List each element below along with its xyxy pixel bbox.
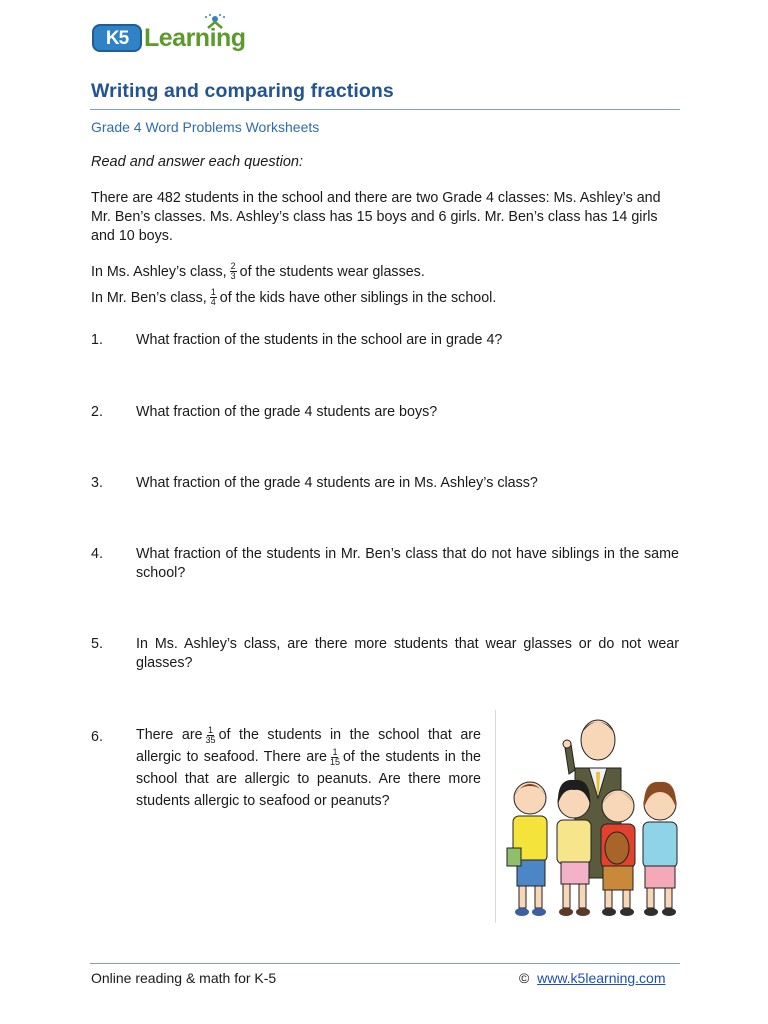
- logo-wordmark: Learning: [144, 24, 246, 52]
- k5-learning-logo: [92, 14, 262, 58]
- website-link[interactable]: www.k5learning.com: [537, 970, 666, 986]
- ben-siblings-line: [91, 288, 496, 307]
- question-6-text: [136, 724, 481, 812]
- question-3-number: 3.: [91, 475, 103, 491]
- question-5-text: In Ms. Ashley’s class, are there more students that wear glasses or do not wear glasses?: [136, 636, 679, 671]
- ashley-line-after: of the students wear glasses.: [239, 263, 425, 280]
- ashley-glasses-line: [91, 262, 425, 281]
- fraction-denominator: 3: [230, 271, 236, 281]
- footer-tagline: Online reading & math for K-5: [91, 970, 277, 986]
- question-2-text: What fraction of the grade 4 students are boys?: [136, 404, 438, 420]
- question-1-number: 1.: [91, 332, 103, 348]
- fraction-one-fifteenth: [330, 748, 340, 767]
- logo-badge-text: K5: [105, 28, 129, 49]
- question-6-number: 6.: [91, 729, 103, 745]
- question-4-number: 4.: [91, 546, 103, 562]
- header-divider: [90, 109, 680, 110]
- question-3-text: What fraction of the grade 4 students are in Ms. Ashley’s class?: [136, 475, 538, 491]
- fraction-numerator: 2: [230, 261, 236, 271]
- fraction-one-thirty-fifth: [206, 726, 216, 745]
- ashley-line-before: In Ms. Ashley’s class,: [91, 263, 227, 280]
- question-2-number: 2.: [91, 404, 103, 420]
- question-1-text: What fraction of the students in the school are in grade 4?: [136, 332, 503, 348]
- question-4-text: What fraction of the students in Mr. Ben’s class that do not have siblings in the same school?: [136, 546, 679, 581]
- fraction-denominator: 4: [210, 297, 216, 307]
- copyright-symbol: ©: [519, 970, 530, 986]
- illustration-divider: [495, 710, 496, 923]
- fraction-two-thirds: [230, 262, 237, 281]
- fraction-numerator: 1: [332, 746, 338, 757]
- ben-line-after: of the kids have other siblings in the school.: [219, 289, 497, 306]
- fraction-numerator: 1: [210, 287, 216, 297]
- fraction-denominator: 35: [205, 734, 216, 745]
- q6-part-3: of the students in the school that are allergic to peanuts. Are there more students allergic to seafood or peanuts?: [136, 749, 481, 809]
- q6-part-1: There are: [136, 727, 203, 743]
- logo-figure-icon: [200, 14, 230, 36]
- fraction-numerator: 1: [208, 724, 214, 735]
- intro-paragraph: There are 482 students in the school and there are two Grade 4 classes: Ms. Ashley’s and Mr. Ben’s classes. Ms. Ashley’s class has 15 boys and 6 girls. Mr. Ben’s class has 14 girls and 10 boys.: [91, 190, 661, 244]
- worksheet-subtitle: Grade 4 Word Problems Worksheets: [91, 119, 320, 135]
- question-5-number: 5.: [91, 636, 103, 652]
- ben-line-before: In Mr. Ben’s class,: [91, 289, 207, 306]
- fraction-denominator: 15: [329, 756, 340, 767]
- q6-part-2: of the students in the school that are allergic to seafood. There are: [136, 727, 481, 765]
- footer-link-block: [519, 970, 666, 986]
- page-title: Writing and comparing fractions: [91, 80, 394, 102]
- instruction-text: Read and answer each question:: [91, 154, 304, 170]
- k5-badge: [92, 24, 142, 52]
- fraction-one-quarter: [210, 288, 217, 307]
- teacher-students-illustration: [505, 708, 683, 922]
- footer-divider: [90, 963, 680, 964]
